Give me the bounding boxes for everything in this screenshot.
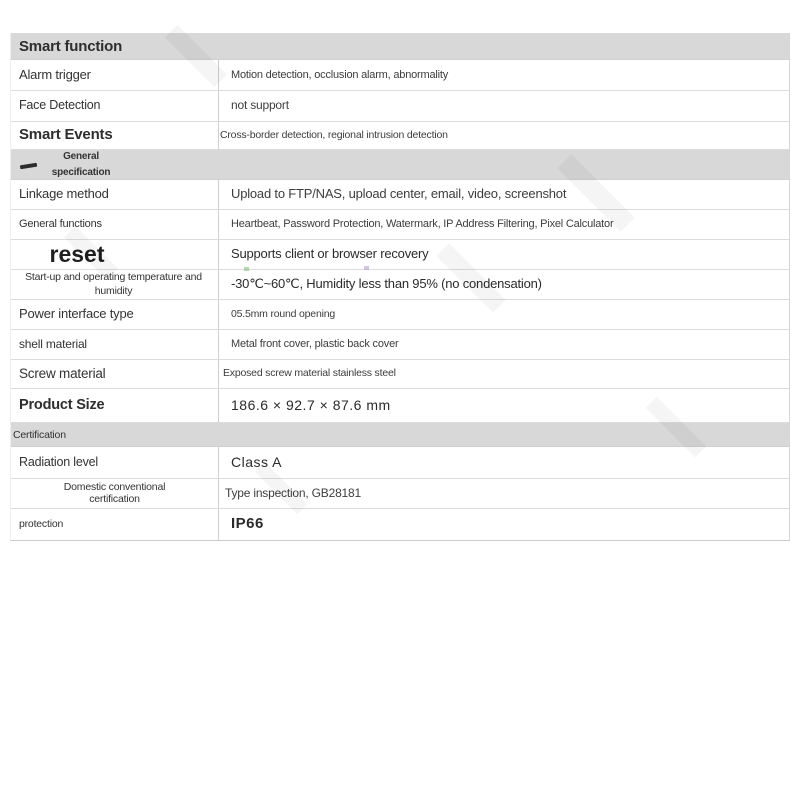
spec-label: Smart Events [19, 126, 113, 144]
spec-value: not support [231, 98, 289, 113]
spec-value: 186.6 × 92.7 × 87.6 mm [231, 396, 391, 413]
spec-row [11, 330, 789, 360]
spec-label-cell [11, 180, 219, 209]
spec-value: Upload to FTP/NAS, upload center, email, video, screenshot [231, 186, 567, 202]
spec-label-cell [11, 509, 219, 540]
spec-label-cell [11, 270, 219, 299]
spec-row [11, 479, 789, 509]
spec-value-cell [219, 447, 789, 478]
spec-value: 05.5mm round opening [231, 307, 335, 320]
spec-label: reset [49, 240, 105, 267]
spec-label-cell [11, 91, 219, 121]
spec-row [11, 360, 789, 389]
section-header-row [11, 33, 789, 60]
spec-value-cell [219, 509, 789, 540]
spec-label: Radiation level [19, 454, 98, 469]
spec-label: protection [19, 517, 64, 530]
spec-sheet [10, 33, 790, 541]
spec-value: Exposed screw material stainless steel [223, 367, 396, 380]
spec-value-cell [219, 240, 789, 269]
spec-value: Motion detection, occlusion alarm, abnormality [231, 68, 449, 81]
spec-label-cell [11, 122, 219, 149]
spec-row [11, 270, 789, 300]
spec-value-cell [219, 210, 789, 239]
spec-value: Type inspection, GB28181 [225, 485, 361, 500]
spec-value: IP66 [231, 515, 264, 533]
section-title: Smart function [19, 37, 123, 55]
spec-value-cell [219, 479, 789, 508]
spec-value: Metal front cover, plastic back cover [231, 338, 399, 351]
dash-icon [20, 163, 37, 169]
spec-value: Heartbeat, Password Protection, Watermark, IP Address Filtering, Pixel Calculator [231, 218, 614, 231]
spec-row [11, 300, 789, 330]
spec-label-cell [11, 300, 219, 329]
spec-label: Face Detection [19, 98, 101, 113]
spec-label-cell [11, 330, 219, 359]
spec-value: -30℃~60℃, Humidity less than 95% (no condensation) [231, 276, 542, 292]
spec-row [11, 447, 789, 479]
spec-value-cell [219, 330, 789, 359]
spec-value: Class A [231, 453, 282, 470]
spec-row [11, 91, 789, 122]
spec-value-cell [219, 122, 789, 149]
spec-label-cell [11, 240, 219, 269]
spec-row [11, 60, 789, 91]
spec-label-cell [11, 479, 219, 508]
spec-label-cell [11, 447, 219, 478]
spec-row [11, 240, 789, 270]
spec-label: Power interface type [19, 306, 134, 322]
spec-row [11, 122, 789, 150]
spec-label: Domestic conventional certification [63, 480, 166, 505]
spec-value-cell [219, 300, 789, 329]
spec-value-cell [219, 270, 789, 299]
spec-label: Screw material [19, 365, 106, 381]
spec-value: Cross-border detection, regional intrusion detection [220, 128, 448, 141]
section-title: Certification [13, 428, 66, 441]
spec-row [11, 210, 789, 240]
spec-label: shell material [19, 336, 87, 351]
spec-value-cell [219, 60, 789, 90]
section-title: General specification [51, 151, 111, 178]
spec-row [11, 180, 789, 210]
spec-label: General functions [19, 218, 102, 231]
spec-label-cell [11, 210, 219, 239]
section-header-row [11, 423, 789, 447]
spec-label: Product Size [19, 396, 105, 413]
spec-label-cell [11, 360, 219, 388]
spec-value-cell [219, 91, 789, 121]
spec-value: Supports client or browser recovery [231, 246, 429, 262]
spec-table [11, 33, 789, 540]
spec-label: Alarm trigger [19, 66, 91, 82]
spec-row [11, 389, 789, 423]
spec-label-cell [11, 389, 219, 422]
spec-row [11, 509, 789, 540]
spec-value-cell [219, 360, 789, 388]
spec-label: Linkage method [19, 186, 109, 202]
spec-value-cell [219, 389, 789, 422]
spec-label-cell [11, 60, 219, 90]
spec-label: Start-up and operating temperature and humidity [25, 271, 202, 297]
section-header-row [11, 150, 789, 180]
spec-value-cell [219, 180, 789, 209]
